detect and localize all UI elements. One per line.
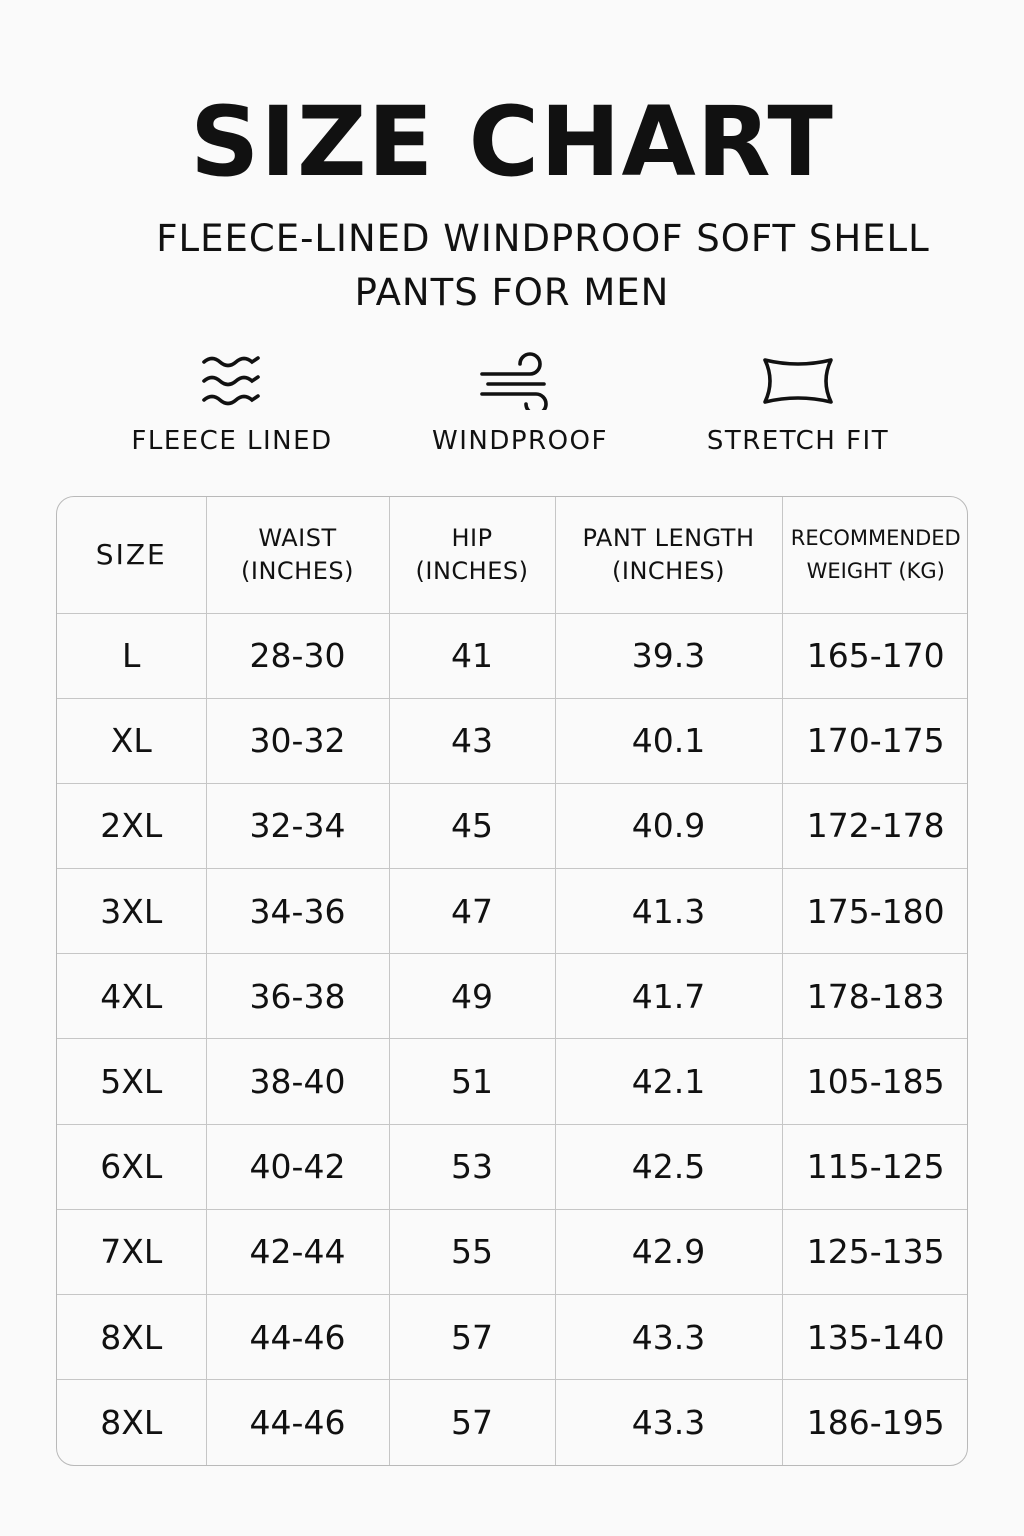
cell-hip: 57 [389,1295,555,1380]
cell-hip: 41 [389,613,555,698]
cell-hip: 47 [389,869,555,954]
cell-size: 8XL [57,1380,206,1465]
cell-size: 5XL [57,1039,206,1124]
feature-stretch-fit [648,352,948,456]
table-row [57,869,968,954]
table-row [57,1295,968,1380]
cell-weight: 115-125 [782,1124,968,1209]
feature-label: STRETCH FIT [706,426,890,456]
cell-waist: 32-34 [206,783,389,868]
cell-size: 6XL [57,1124,206,1209]
cell-weight: 105-185 [782,1039,968,1124]
cell-pant-length: 41.3 [555,869,782,954]
table-row [57,698,968,783]
cell-waist: 40-42 [206,1124,389,1209]
cell-pant-length: 41.7 [555,954,782,1039]
cell-waist: 34-36 [206,869,389,954]
cell-size: 7XL [57,1209,206,1294]
wind-icon [478,352,562,410]
cell-waist: 28-30 [206,613,389,698]
cell-hip: 49 [389,954,555,1039]
size-table [57,497,968,1465]
cell-hip: 51 [389,1039,555,1124]
cell-weight: 165-170 [782,613,968,698]
cell-size: 8XL [57,1295,206,1380]
stretch-icon [761,352,835,410]
cell-pant-length: 42.1 [555,1039,782,1124]
table-row [57,954,968,1039]
cell-pant-length: 42.9 [555,1209,782,1294]
cell-weight: 125-135 [782,1209,968,1294]
table-row [57,1039,968,1124]
feature-list [0,352,1024,462]
cell-hip: 57 [389,1380,555,1465]
cell-weight: 175-180 [782,869,968,954]
cell-size: 2XL [57,783,206,868]
size-table-container [56,496,968,1466]
feature-fleece-lined [82,352,382,456]
cell-size: 4XL [57,954,206,1039]
cell-hip: 53 [389,1124,555,1209]
cell-size: 3XL [57,869,206,954]
cell-waist: 36-38 [206,954,389,1039]
feature-windproof [370,352,670,456]
cell-weight: 186-195 [806,1403,945,1443]
cell-pant-length: 43.3 [555,1295,782,1380]
cell-pant-length: 42.5 [555,1124,782,1209]
cell-pant-length: 40.1 [555,698,782,783]
cell-weight: 178-183 [782,954,968,1039]
cell-waist: 38-40 [206,1039,389,1124]
cell-hip: 55 [389,1209,555,1294]
feature-label: FLEECE LINED [131,426,333,456]
cell-size: XL [57,698,206,783]
table-row [57,783,968,868]
cell-pant-length: 40.9 [555,783,782,868]
table-header-row [57,497,968,613]
feature-label: WINDPROOF [432,426,608,456]
table-row [57,1124,968,1209]
cell-size: L [57,613,206,698]
header-recommended-weight: RECOMMENDED WEIGHT (KG) [782,497,968,613]
header-size: SIZE [57,497,206,613]
cell-waist: 42-44 [206,1209,389,1294]
table-row [57,1380,968,1465]
cell-weight: 172-178 [782,783,968,868]
cell-weight: 135-140 [782,1295,968,1380]
table-row [57,1209,968,1294]
cell-waist: 44-46 [206,1380,389,1465]
product-subtitle [0,212,1024,320]
cell-hip: 45 [389,783,555,868]
header-hip: HIP (INCHES) [389,497,555,613]
cell-weight: 170-175 [782,698,968,783]
table-row [57,613,968,698]
cell-waist: 44-46 [206,1295,389,1380]
cell-pant-length: 39.3 [555,613,782,698]
header-waist: WAIST (INCHES) [206,497,389,613]
subtitle-line-2: PANTS FOR MEN [354,271,670,314]
cell-hip: 43 [389,698,555,783]
cell-pant-length: 43.3 [555,1380,782,1465]
header-pant-length: PANT LENGTH (INCHES) [555,497,782,613]
subtitle-line-1: FLEECE-LINED WINDPROOF SOFT SHELL [156,217,930,260]
page-title: SIZE CHART [190,86,834,198]
waves-icon [200,352,264,410]
cell-waist: 30-32 [206,698,389,783]
